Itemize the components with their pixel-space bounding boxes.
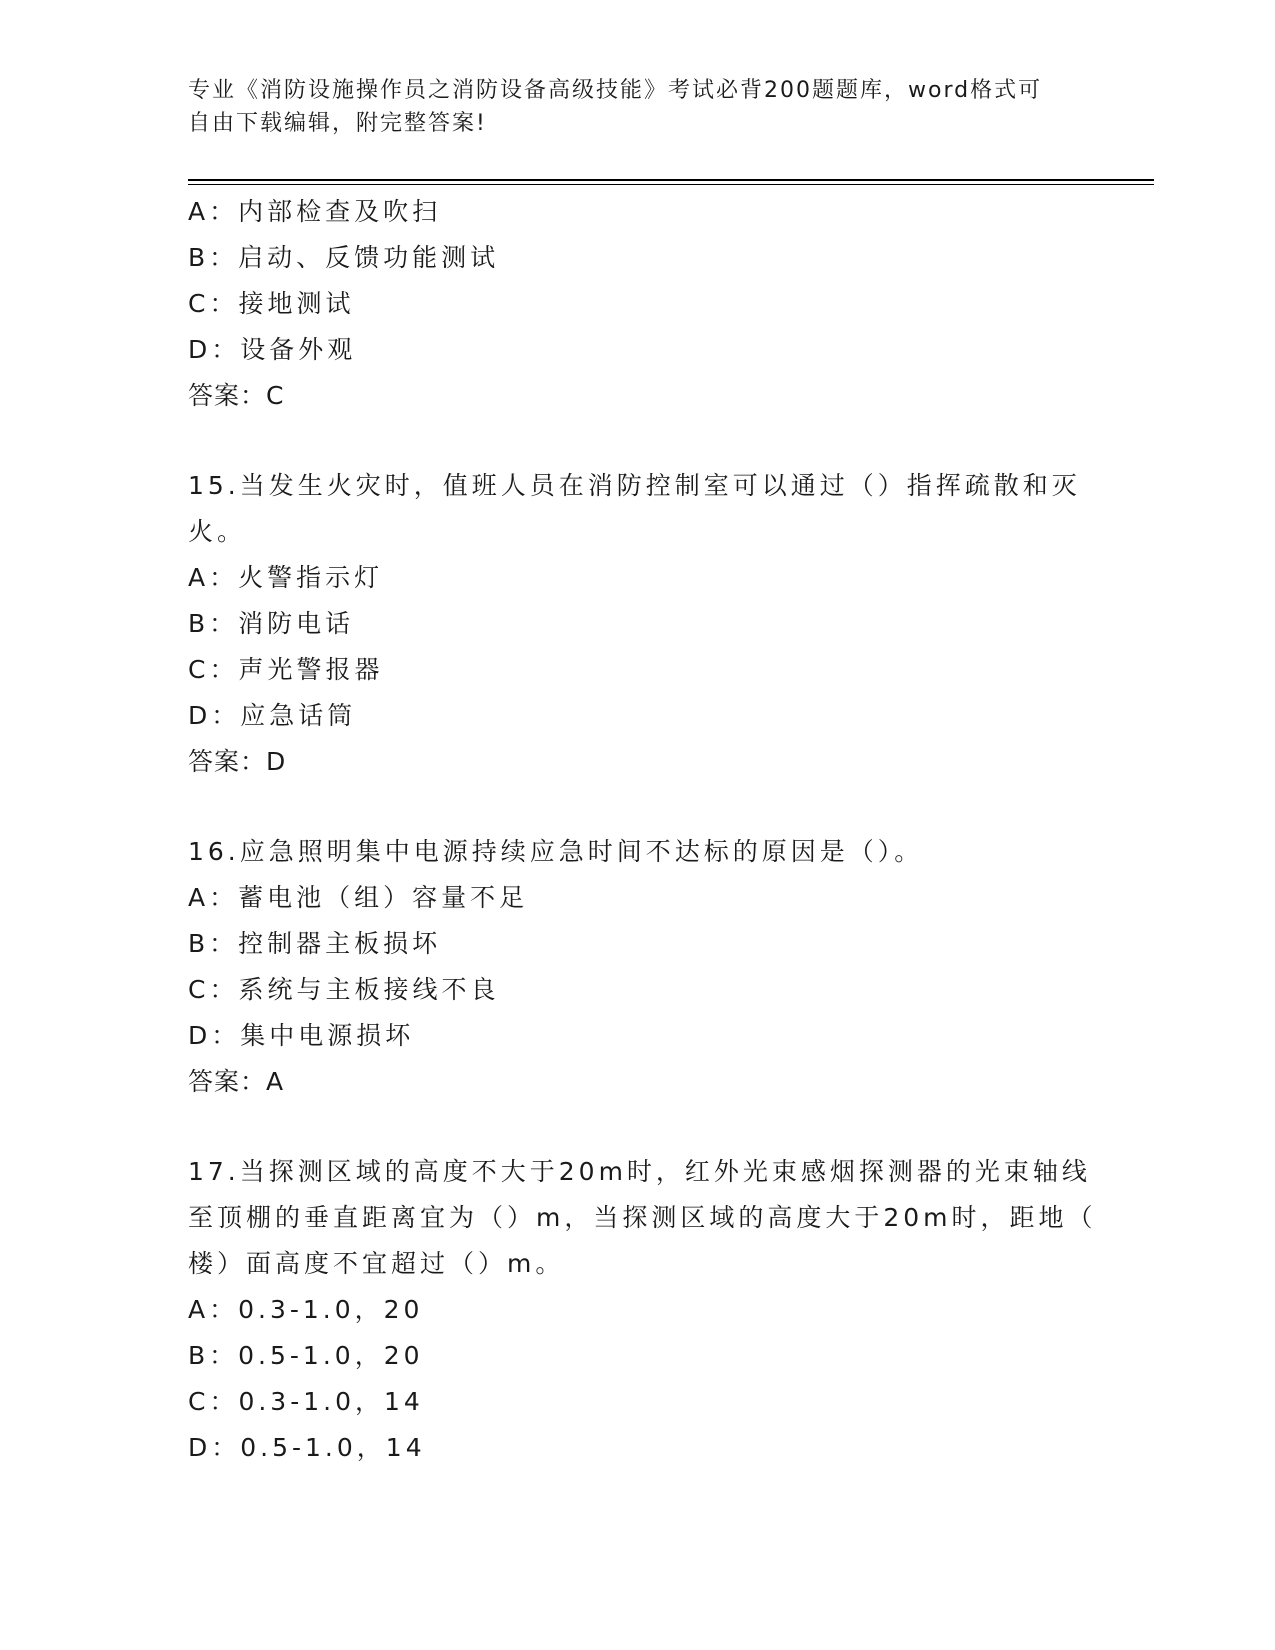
- option-d: D：应急话筒: [188, 701, 357, 730]
- option-a: A：蓄电池（组）容量不足: [188, 883, 529, 912]
- document-header: [188, 74, 1068, 140]
- header-line-1: 专业《消防设施操作员之消防设备高级技能》考试必背200题题库，word格式可: [188, 78, 1043, 103]
- question-14-options: [188, 189, 1088, 373]
- question-17: [188, 1149, 1097, 1471]
- question-17-stem-line-1: 17.当探测区域的高度不大于20m时，红外光束感烟探测器的光束轴线: [188, 1157, 1091, 1186]
- header-line-2: 自由下载编辑，附完整答案!: [188, 111, 487, 136]
- question-17-stem-line-3: 楼）面高度不宜超过（）m。: [188, 1249, 565, 1278]
- question-15-stem-line-2: 火。: [188, 517, 247, 546]
- option-b: B：控制器主板损坏: [188, 929, 442, 958]
- question-content: [188, 189, 1097, 1471]
- question-14-answer: 答案：C: [188, 381, 285, 410]
- option-d: D：设备外观: [188, 335, 357, 364]
- option-b: B：消防电话: [188, 609, 355, 638]
- spacer: [188, 419, 1088, 463]
- option-a: A：0.3-1.0，20: [188, 1295, 424, 1324]
- question-16-stem-line-1: 16.应急照明集中电源持续应急时间不达标的原因是（）。: [188, 837, 924, 866]
- spacer: [188, 785, 1088, 829]
- option-c: C：0.3-1.0，14: [188, 1387, 424, 1416]
- option-c: C：声光警报器: [188, 655, 384, 684]
- option-d: D：集中电源损坏: [188, 1021, 415, 1050]
- option-c: C：系统与主板接线不良: [188, 975, 500, 1004]
- question-16: [188, 829, 1088, 1105]
- header-rule-thin: [188, 184, 1154, 185]
- spacer: [188, 1105, 1088, 1149]
- question-15: [188, 463, 1088, 785]
- question-15-stem-line-1: 15.当发生火灾时，值班人员在消防控制室可以通过（）指挥疏散和灭: [188, 471, 1081, 500]
- header-rule-thick: [188, 179, 1154, 181]
- option-d: D：0.5-1.0，14: [188, 1433, 426, 1462]
- question-17-stem-line-2: 至顶棚的垂直距离宜为（）m，当探测区域的高度大于20m时，距地（: [188, 1203, 1097, 1232]
- option-a: A：内部检查及吹扫: [188, 197, 442, 226]
- question-16-answer: 答案：A: [188, 1067, 285, 1096]
- question-15-answer: 答案：D: [188, 747, 287, 776]
- option-a: A：火警指示灯: [188, 563, 384, 592]
- option-b: B：0.5-1.0，20: [188, 1341, 424, 1370]
- option-b: B：启动、反馈功能测试: [188, 243, 500, 272]
- option-c: C：接地测试: [188, 289, 355, 318]
